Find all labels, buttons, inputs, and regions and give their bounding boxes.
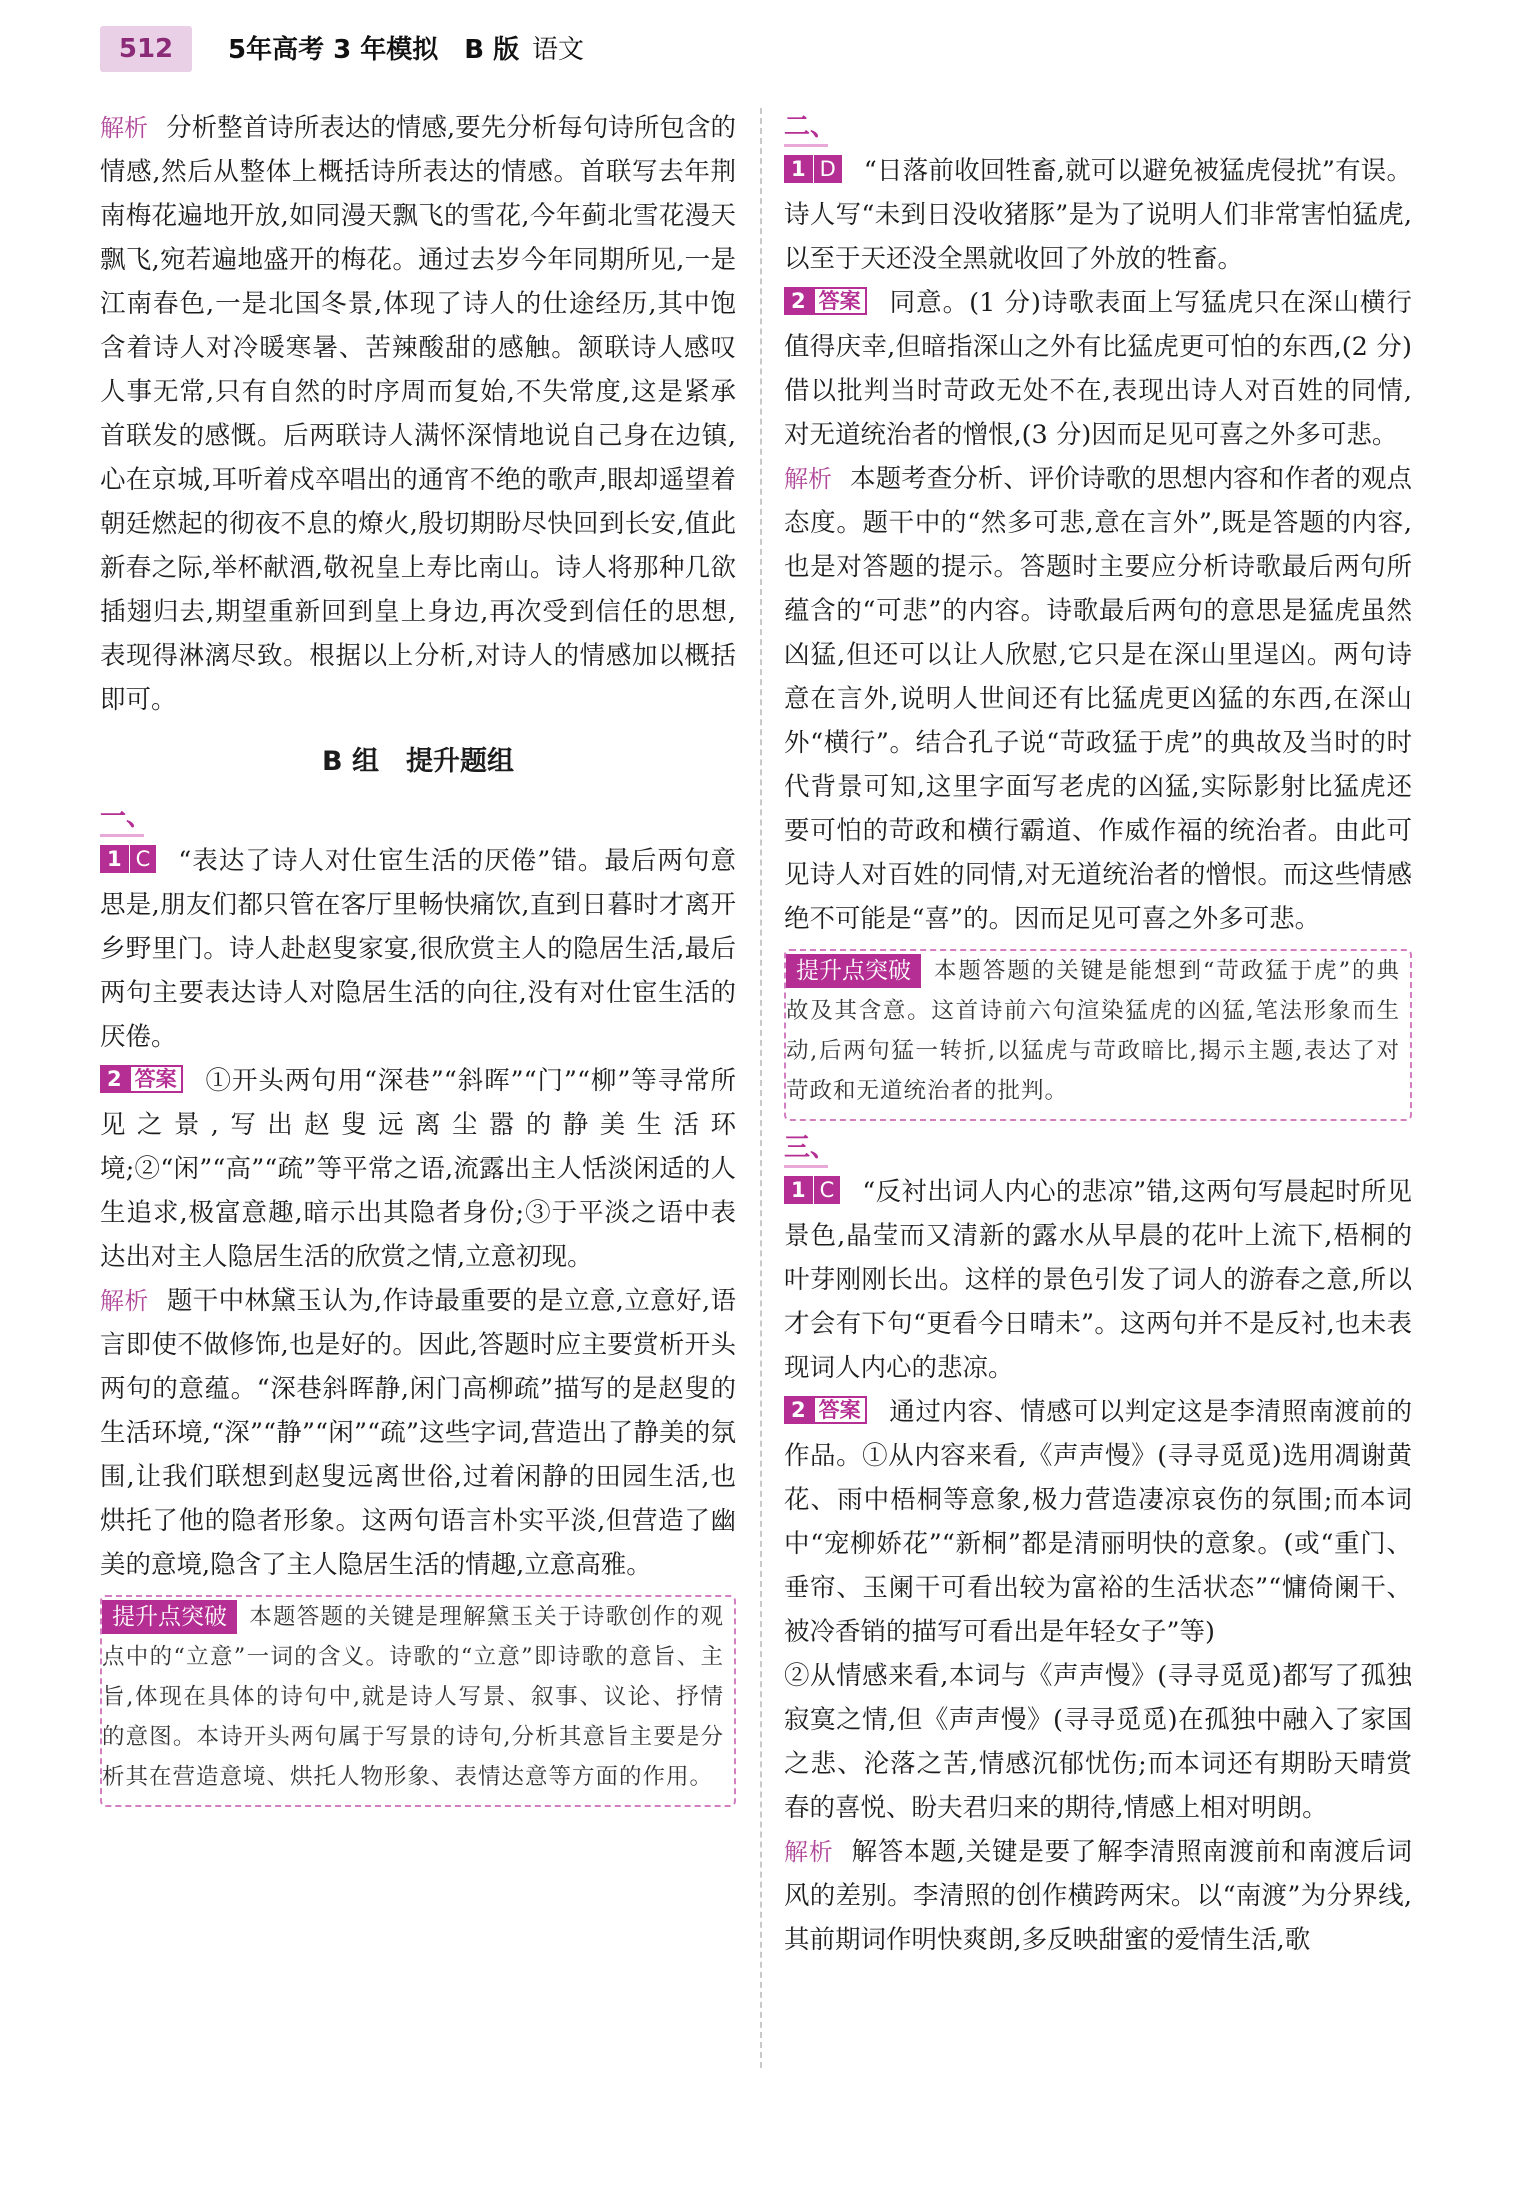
- question-number: 2: [784, 287, 813, 315]
- question-text: “日落前收回牲畜,就可以避免被猛虎侵扰”有误。诗人写“未到日没收猪豚”是为了说明人们非常害怕猛虎,以至于天还没全黑就收回了外放的牲畜。: [784, 156, 1412, 274]
- answer-continuation: ②从情感来看,本词与《声声慢》(寻寻觅觅)都写了孤独寂寞之情,但《声声慢》(寻寻觅觅)在孤独中融入了家国之悲、沦落之苦,情感沉郁忧伤;而本词还有期盼天晴赏春的喜悦、盼夫君归来的期待,情感上相对明朗。: [784, 1661, 1412, 1823]
- tip-box: [784, 949, 1412, 1121]
- analysis-paragraph: [784, 1830, 1412, 1962]
- analysis-label: 解析: [100, 1287, 149, 1315]
- question-number: 2: [100, 1065, 129, 1093]
- analysis-paragraph: [784, 457, 1412, 941]
- answer-choice: C: [129, 845, 157, 873]
- question-3-2: [784, 1390, 1412, 1654]
- answer-choice: C: [813, 1176, 841, 1204]
- answer-badge: [784, 1396, 867, 1424]
- question-badge: [784, 155, 842, 183]
- question-text: “表达了诗人对仕宦生活的厌倦”错。最后两句意思是,朋友们都只管在客厅里畅快痛饮,直到日暮时才离开乡野里门。诗人赴赵叟家宴,很欣赏主人的隐居生活,最后两句主要表达诗人对隐居生活的向往,没有对仕宦生活的厌倦。: [100, 846, 736, 1052]
- question-3-1: [784, 1170, 1412, 1390]
- tip-tag: 提升点突破: [102, 1600, 237, 1634]
- section-heading-3: 三、: [784, 1131, 828, 1168]
- tip-tag: 提升点突破: [786, 954, 921, 988]
- question-badge: [100, 845, 156, 873]
- question-number: 1: [784, 155, 813, 183]
- question-1: [100, 839, 736, 1059]
- answer-text: ①开头两句用“深巷”“斜晖”“门”“柳”等寻常所见之景,写出赵叟远离尘嚣的静美生活环境;②“闲”“高”“疏”等平常之语,流露出主人恬淡闲适的人生追求,极富意趣,暗示出其隐者身份;③于平淡之语中表达出对主人隐居生活的欣赏之情,立意初现。: [100, 1066, 736, 1272]
- answer-text: 通过内容、情感可以判定这是李清照南渡前的作品。①从内容来看,《声声慢》(寻寻觅觅)选用凋谢黄花、雨中梧桐等意象,极力营造凄凉哀伤的氛围;而本词中“宠柳娇花”“新桐”都是清丽明快的意象。(或“重门、垂帘、玉阑干可看出较为富裕的生活状态”“慵倚阑干、被冷香销的描写可看出是年轻女子”等): [784, 1397, 1412, 1647]
- analysis-text: 本题考查分析、评价诗歌的思想内容和作者的观点态度。题干中的“然多可悲,意在言外”,既是答题的内容,也是对答题的提示。答题时主要应分析诗歌最后两句所蕴含的“可悲”的内容。诗歌最后两句的意思是猛虎虽然凶猛,但还可以让人欣慰,它只是在深山里逞凶。两句诗意在言外,说明人世间还有比猛虎更凶猛的东西,在深山外“横行”。结合孔子说“苛政猛于虎”的典故及当时的时代背景可知,这里字面写老虎的凶猛,实际影射比猛虎还要可怕的苛政和横行霸道、作威作福的统治者。由此可见诗人对百姓的同情,对无道统治者的憎恨。而这些情感绝不可能是“喜”的。因而足见可喜之外多可悲。: [784, 464, 1412, 934]
- left-column: [100, 106, 736, 1817]
- page-header: [0, 26, 1524, 86]
- question-badge: [784, 1176, 840, 1204]
- answer-text: 同意。(1 分)诗歌表面上写猛虎只在深山横行值得庆幸,但暗指深山之外有比猛虎更可怕的东西,(2 分)借以批判当时苛政无处不在,表现出诗人对百姓的同情,对无道统治者的憎恨,(3 分)因而足见可喜之外多可悲。: [784, 288, 1412, 450]
- question-text: “反衬出词人内心的悲凉”错,这两句写晨起时所见景色,晶莹而又清新的露水从早晨的花叶上流下,梧桐的叶芽刚刚长出。这样的景色引发了词人的游春之意,所以才会有下句“更看今日晴未”。这两句并不是反衬,也未表现词人内心的悲凉。: [784, 1177, 1412, 1383]
- question-1: [784, 149, 1412, 281]
- analysis-label: 解析: [784, 1838, 834, 1866]
- answer-choice: D: [813, 155, 842, 183]
- question-number: 1: [100, 845, 129, 873]
- answer-badge: [100, 1065, 183, 1093]
- tip-text: 本题答题的关键是理解黛玉关于诗歌创作的观点中的“立意”一词的含义。诗歌的“立意”即诗歌的意旨、主旨,体现在具体的诗句中,就是诗人写景、叙事、议论、抒情的意图。本诗开头两句属于写景的诗句,分析其意旨主要是分析其在营造意境、烘托人物形象、表情达意等方面的作用。: [102, 1604, 724, 1790]
- tip-text: 本题答题的关键是能想到“苛政猛于虎”的典故及其含意。这首诗前六句渲染猛虎的凶猛,笔法形象而生动,后两句猛一转折,以猛虎与苛政暗比,揭示主题,表达了对苛政和无道统治者的批判。: [786, 958, 1400, 1104]
- analysis-text: 分析整首诗所表达的情感,要先分析每句诗所包含的情感,然后从整体上概括诗所表达的情感。首联写去年荆南梅花遍地开放,如同漫天飘飞的雪花,今年蓟北雪花漫天飘飞,宛若遍地盛开的梅花。通过去岁今年同期所见,一是江南春色,一是北国冬景,体现了诗人的仕途经历,其中饱含着诗人对冷暖寒暑、苦辣酸甜的感触。颔联诗人感叹人事无常,只有自然的时序周而复始,不失常度,这是紧承首联发的感慨。后两联诗人满怀深情地说自己身在边镇,心在京城,耳听着戍卒唱出的通宵不绝的歌声,眼却遥望着朝廷燃起的彻夜不息的燎火,殷切期盼尽快回到长安,值此新春之际,举杯献酒,敬祝皇上寿比南山。诗人将那种几欲插翅归去,期望重新回到皇上身边,再次受到信任的思想,表现得淋漓尽致。根据以上分析,对诗人的情感加以概括即可。: [100, 113, 737, 715]
- answer-tag: 答案: [129, 1065, 183, 1093]
- analysis-label: 解析: [784, 465, 833, 493]
- tip-box: [100, 1595, 736, 1807]
- question-2: [100, 1059, 736, 1279]
- page-number: 512: [100, 26, 192, 72]
- question-number: 1: [784, 1176, 813, 1204]
- analysis-paragraph: [100, 106, 736, 722]
- answer-tag: 答案: [813, 1396, 867, 1424]
- book-title: 5年高考 3 年模拟 B 版: [228, 35, 520, 65]
- analysis-text: 解答本题,关键是要了解李清照南渡前和南渡后词风的差别。李清照的创作横跨两宋。以“南渡”为分界线,其前期词作明快爽朗,多反映甜蜜的爱情生活,歌: [784, 1837, 1413, 1955]
- right-column: [784, 106, 1412, 1962]
- question-number: 2: [784, 1396, 813, 1424]
- answer-tag: 答案: [813, 287, 867, 315]
- answer-badge: [784, 287, 867, 315]
- analysis-text: 题干中林黛玉认为,作诗最重要的是立意,立意好,语言即使不做修饰,也是好的。因此,答题时应主要赏析开头两句的意蕴。“深巷斜晖静,闲门高柳疏”描写的是赵叟的生活环境,“深”“静”“闲”“疏”这些字词,营造出了静美的氛围,让我们联想到赵叟远离世俗,过着闲静的田园生活,也烘托了他的隐者形象。这两句语言朴实平淡,但营造了幽美的意境,隐含了主人隐居生活的情趣,立意高雅。: [100, 1286, 737, 1580]
- column-divider: [760, 108, 762, 2068]
- question-2: [784, 281, 1412, 457]
- group-title: B 组 提升题组: [322, 746, 514, 777]
- analysis-label: 解析: [100, 114, 149, 142]
- section-heading-2: 二、: [784, 110, 828, 147]
- analysis-paragraph: [100, 1279, 736, 1587]
- section-heading-1: 一、: [100, 800, 144, 837]
- subject-label: 语文: [532, 35, 585, 65]
